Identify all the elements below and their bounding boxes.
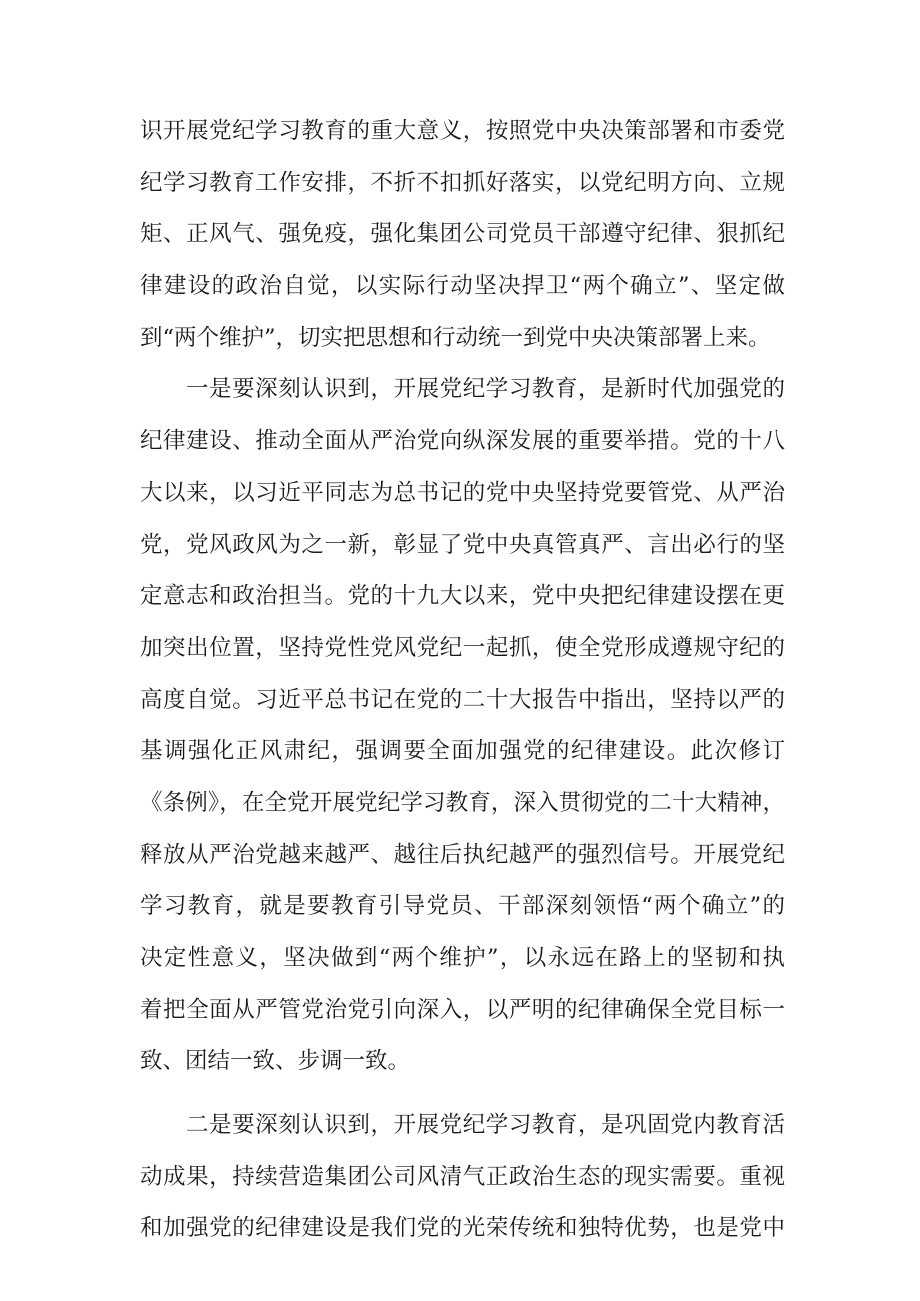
- text-line: 加突出位置，坚持党性党风党纪一起抓，使全党形成遵规守纪的: [140, 634, 785, 661]
- text-line: 纪学习教育工作安排，不折不扣抓好落实，以党纪明方向、立规: [140, 169, 785, 196]
- document-body: [140, 106, 785, 1255]
- text-line: 定意志和政治担当。党的十九大以来，党中央把纪律建设摆在更: [140, 583, 785, 610]
- text-line: 和加强党的纪律建设是我们党的光荣传统和独特优势，也是党中: [140, 1215, 785, 1242]
- text-line: 致、团结一致、步调一致。: [140, 1048, 411, 1075]
- text-line: 基调强化正风肃纪，强调要全面加强党的纪律建设。此次修订: [140, 738, 785, 765]
- paragraph-point-one: [140, 364, 785, 1088]
- text-line: 释放从严治党越来越严、越往后执纪越严的强烈信号。开展党纪: [140, 841, 785, 868]
- text-line: 大以来，以习近平同志为总书记的党中央坚持党要管党、从严治: [140, 479, 785, 506]
- text-line: 识开展党纪学习教育的重大意义，按照党中央决策部署和市委党: [140, 118, 785, 144]
- text-line: 动成果，持续营造集团公司风清气正政治生态的现实需要。重视: [140, 1163, 785, 1190]
- text-line: 决定性意义，坚决做到“两个维护”，以永远在路上的坚韧和执: [140, 945, 785, 971]
- text-line: 一是要深刻认识到，开展党纪学习教育，是新时代加强党的: [186, 376, 785, 403]
- text-line: 矩、正风气、强免疫，强化集团公司党员干部遵守纪律、狠抓纪: [140, 221, 785, 248]
- paragraph-spacer: [140, 1088, 785, 1100]
- text-line: 学习教育，就是要教育引导党员、干部深刻领悟“两个确立”的: [140, 893, 785, 920]
- text-line: 高度自觉。习近平总书记在党的二十大报告中指出，坚持以严的: [140, 686, 785, 713]
- text-line: 到“两个维护”，切实把思想和行动统一到党中央决策部署上来。: [140, 324, 771, 351]
- text-line: 党，党风政风为之一新，彰显了党中央真管真严、言出必行的坚: [140, 531, 785, 558]
- text-line: 纪律建设、推动全面从严治党向纵深发展的重要举措。党的十八: [140, 428, 785, 455]
- text-line: 二是要深刻认识到，开展党纪学习教育，是巩固党内教育活: [186, 1112, 785, 1139]
- paragraph-point-two: [140, 1100, 785, 1255]
- text-line: 律建设的政治自觉，以实际行动坚决捍卫“两个确立”、坚定做: [140, 273, 785, 300]
- text-line: 《条例》，在全党开展党纪学习教育，深入贯彻党的二十大精神，: [140, 789, 785, 816]
- text-line: 着把全面从严管党治党引向深入，以严明的纪律确保全党目标一: [140, 996, 785, 1023]
- paragraph-intro: [140, 106, 785, 364]
